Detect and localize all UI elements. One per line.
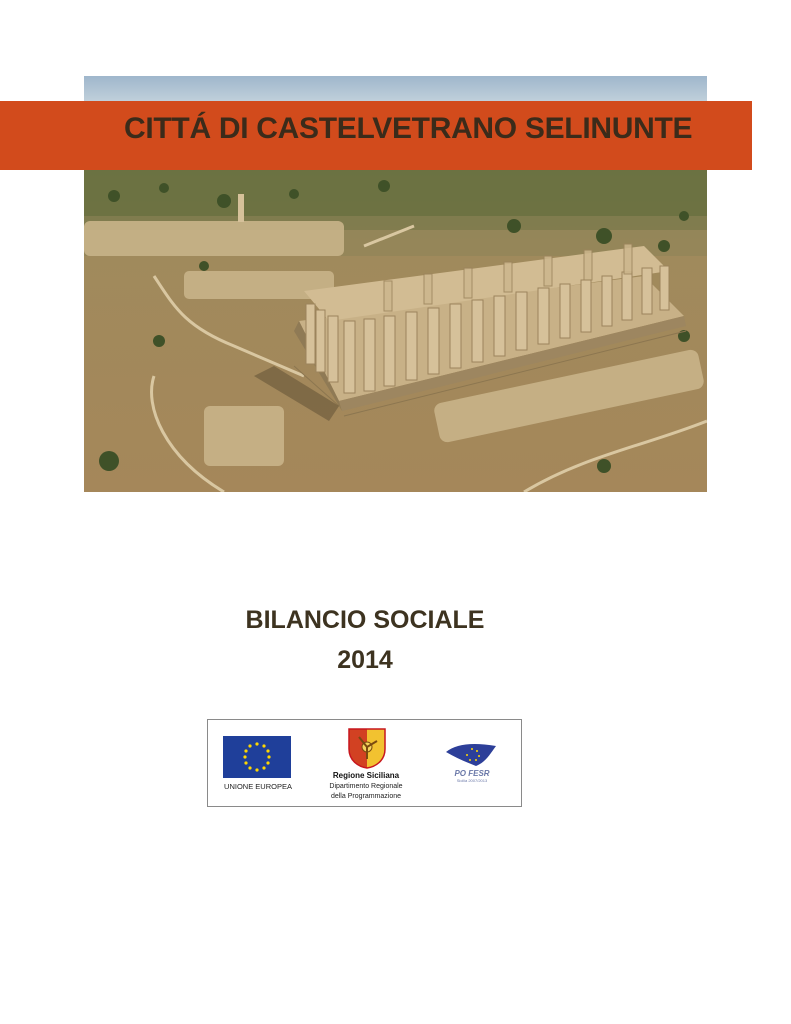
sicily-department: [316, 782, 416, 801]
pofesr-icon: [442, 740, 502, 770]
report-title-year: 2014: [337, 646, 393, 674]
pofesr-subtitle: Sicilia 2007/2013: [456, 778, 488, 783]
eu-label: UNIONE EUROPEA: [224, 782, 292, 791]
sicily-region-name: Regione Siciliana: [332, 771, 400, 780]
report-title-line1: BILANCIO SOCIALE: [245, 606, 485, 634]
trinacria-icon: [347, 727, 387, 769]
pofesr-label: PO FESR: [454, 769, 490, 778]
report-title: [200, 600, 530, 680]
document-header-title: CITTÁ DI CASTELVETRANO SELINUNTE: [124, 112, 693, 145]
funding-logos: [207, 719, 522, 807]
sicily-dept-line1: Dipartimento Regionale: [329, 783, 403, 790]
sicily-dept-line2: della Programmazione: [330, 792, 402, 800]
eu-flag-icon: [223, 736, 291, 778]
